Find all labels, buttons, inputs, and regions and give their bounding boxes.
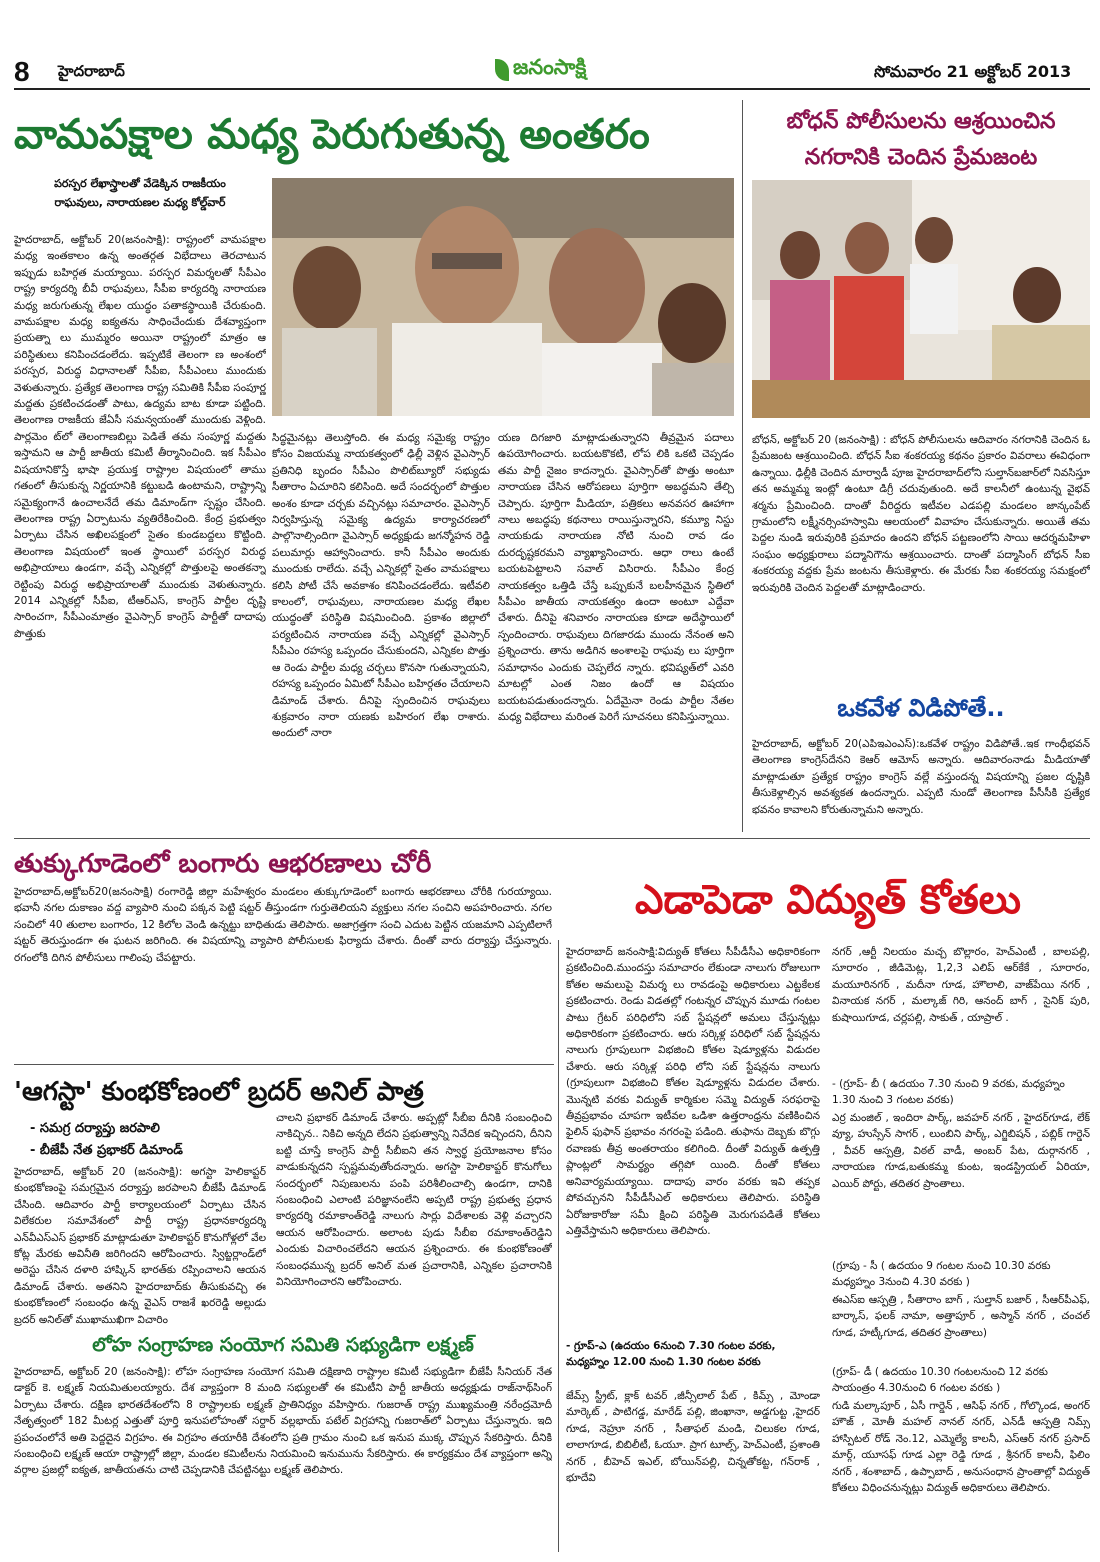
headline-power-cuts: ఎడాపెడా విద్యుత్ కోతలు [634,877,1021,923]
article3-body: హైదరాబాద్, అక్టోబర్ 20(ఎపిఇఎంఎస్):ఒకవేళ రాష్ట్రం విడిపోతే..ఇక గాంధీభవన్ తెలంగాణ కాంగ్రెస్‌దేనని కెఆర్ ఆమోస్ అన్నారు. ఆదివారంనాడు మీడియాతో మాట్లాడుతూ ప్రత్యేక రాష్ట్రం కాంగ్రెస్ వల్లే వస్తుందన్న విషయాన్ని ప్రజల దృష్టికి తీసుకెళ్లాల్సిన అవశ్యకత ఉందన్నారు. ఎప్పటి నుండో తెలంగాణ పీసీసీకి ప్రత్యేక భవనం కావాలని కోరుతున్నామని అన్నారు. [752,738,1090,816]
article5-col1: హైదరాబాద్, అక్టోబర్ 20 (జనంసాక్షి): అగస్టా హెలికాప్టర్ కుంభకోణంపై సమగ్రమైన దర్యాప్తు జరపాలని బీజేపీ డిమాండ్ చేసింది. ఆదివారం పార్టీ కార్యాలయంలో ఏర్పాటు చేసిన విలేకరుల సమావేశంలో పార్టీ రాష్ట్ర ప్రధానకార్యదర్శి ఎన్‌వీఎస్‌ఎస్ ప్రభాకర్ మాట్లాడుతూ హెలికాప్టర్ కొనుగోళ్లలో వేల కోట్ల మేరకు అవినీతి జరిగిందని ఆరోపించారు. స్విట్జర్లాండ్‌లో అరెస్టు చేసిన దళారి హాష్కిన్ భారత్‌కు రప్పించాలని ఆయన డిమాండ్ చేశారు. అతనిని హైదరాబాద్‌కు తీసుకువచ్చి ఈ కుంభకోణంలో సంబంధం ఉన్న వైఎస్ రాజశే ఖరరెడ్డి అల్లుడు బ్రదర్ అనిల్‌తో ముఖాముఖిగా విచారిం [14,1166,266,1326]
header-rule [14,88,1090,90]
article7-col1: హైదరాబాద్ జనంసాక్షి:విద్యుత్ కోతలు సీపీడీసీఎ అధికారికంగా ప్రకటించింది.ముందస్తు సమాచారం లేకుండా నాలుగు రోజులుగా కోతల అమలుపై విమర్శ లు రావడంపై అధికారులు ఎట్టకేలక ప్రకటించారు. రెండు విడతల్లో గంటన్నర చొప్పున మూడు గంటల పాటు గ్రేటర్ పరిధిలోని సబ్ స్టేషన్లలో అమలు చేస్తున్నట్లు అధికారికంగా ప్రకటించారు. ఆరు సర్కిళ్ల పరిధిలో సబ్ స్టేషన్లను నాలుగు గ్రూపులుగా విభజించి కోతల షెడ్యూళ్లను విడుదల చేశారు. ఆరు సర్కిళ్ల పరిధి లోని సబ్ స్టేషన్లను నాలుగు (గ్రూపులుగా విభజించి కోతల షెడ్యూళ్లను విడుదల చేశారు. మొన్నటి వరకు విద్యుత్ కార్మికుల సమ్మె విద్యుత్ సరఫరాపై తీవ్రప్రభావం చూపగా ఇటీవల ఒడిశా ఉత్తరాంధ్రను వణికించిన ఫైలిన్ ఫుఫాన్ ప్రభావం నగరంపై పడింది. తుఫాను దెబ్బకు బొగ్గు రవాణకు తీవ్ర అంతరాయం కలిగింది. దీంతో విద్యుత్ ఉత్పత్తి ప్లాంట్లలో సామర్థ్యం తగ్గిపో యింది. దీంతో కోతలు అనివార్యమయ్యాయి. దాదాపు వారం వరకు ఇవి తప్పక పోవచ్చునని సీపీడీసీఎల్ అధికారులు తెలిపారు. పరిస్థితి ఏరోజుకారోజు సమీ క్షించి పరిస్థితి మెరుగుపడితే కోతలు ఎత్తివేస్తామని అధికారులు తెలిపారు. [566,946,820,1237]
logo-text: జనంసాక్షి [513,55,587,79]
article4-body: హైదరాబాద్,అక్టోబర్20(జనంసాక్షి) రంగారెడ్డి జిల్లా మహేశ్వరం మండలం తుక్కుగూడెంలో బంగారు ఆభరణాలు చోరీకి గురయ్యాయి. భవానీ నగల దుకాణం వద్ద వ్యాపారి నుంచి పక్కన పెట్టి షట్టర్ తీస్తుండగా గుర్తుతెలియని వ్యక్తులు నగల సంచిని అపహరించారు. నగల సంచిలో 40 తులాల బంగారం, 12 కిలోల వెండి ఉన్నట్టు బాధితుడు తెలిపారు. అజాగ్రత్తగా సంచి ఎదుట పెట్టిన యజమాని ఎప్పటిలాగే షట్టర్ తెరుస్తుండగా ఈ ఘటన జరిగింది. ఈ విషయాన్ని వ్యాపారి పోలీసులకు ఫిర్యాదు చేశారు. దీంతో వారు దర్యాప్తు చేస్తున్నారు. రగంలోకి దిగిన పోలీసులు గాలింపు చేపట్టారు. [14,886,552,964]
headline-love-line-2: నగరానికి చెందిన ప్రేమజంట [804,145,1038,170]
group-d-label: (గ్రూప్- డీ ( ఉదయం 10.30 గంటలనుంచి 12 వరకు సాయంత్రం 4.30నుంచి 6 గంటల వరకు ) [832,1366,1048,1395]
section-divider [14,838,1090,839]
byline-2: - బీజేపీ నేత ప్రభాకర్ డిమాండ్ [30,1143,183,1158]
article7-col3: నగర్ ,ఆర్టీ నిలయం మచ్చ బొల్లారం, హెచ్‌ఎంటీ , బాలపల్లి, సూరారం , జీడిమెట్ల, 1,2,3 ఎలిప్ ఆర్‌కేకే , సూరారం, మయూరినగర్ , మదీనా గూడ, హౌలాలి, వాజ్‌పేయి నగర్ , వినాయక నగర్ , మల్కాజ్ గిరి, ఆనంద్ బాగ్ , సైనిక్ పురి, కుషాయిగూడ, చర్లపల్లి, సాకుత్ , యాప్రాల్ . [832,946,1090,1024]
headline-gold-theft: తుక్కుగూడెంలో బంగారు ఆభరణాలు చోరీ [14,849,432,879]
section-divider [14,1064,554,1065]
column-divider [742,100,743,832]
group-b-areas: ఎర్ర మంజిల్ , ఇందిరా పార్క్, జవహర్ నగర్ , హైదర్‌గూడ, లేక్ వ్యూ, హుస్సేన్ సాగర్ , లుంబిని పార్క్, ఎగ్జిబిషన్ , పబ్లిక్ గార్డెన్ , వీవర్ ఆస్పత్రి, విఠల్ వాడీ, అంబర్ పేట, దుర్గానగర్ , నారాయణ గూడ,బతుకమ్మ కుంట, ఇండస్ట్రియల్ ఏరియా, ఎయిర్ పోర్టు, తదితర ప్రాంతాలు. [832,1112,1090,1190]
group-a-label: - గ్రూప్-ఎ (ఉదయం 6నుంచి 7.30 గంటల వరకు, మధ్యహ్నం 12.00 నుంచి 1.30 గంటల వరకు [566,1340,776,1369]
headline-love-couple [752,104,1090,176]
subhead-line-2: రాఘవులు, నారాయణల మధ్య కోల్డ్‌వార్ [54,196,226,209]
headline-if-split: ఒకవేళ విడిపోతే.. [837,694,1005,722]
byline-1: - సమగ్ర దర్యాప్తు జరపాలి [30,1121,160,1136]
article6-body: హైదరాబాద్, అక్టోబర్ 20 (జనంసాక్షి): లోహ సంగ్రాహణ సంయోగ సమితి దక్షిణాది రాష్ట్రాల కమిటీ సభ్యుడిగా బీజేపీ సీనియర్ నేత డాక్టర్ కె. లక్ష్మణ్ నియమితులయ్యారు. దేశ వ్యాప్తంగా 8 మంది సభ్యులతో ఈ కమిటీని పార్టీ జాతీయ అధ్యక్షుడు రాజ్‌నాథ్‌సింగ్ ఏర్పాటు చేశారు. దక్షిణ భారతదేశంలోని 8 రాష్ట్రాలకు లక్ష్మణ్ ప్రాతినిధ్యం వహిస్తారు. గుజరాత్ రాష్ట్ర ముఖ్యమంత్రి నరేంద్రమోదీ నేతృత్వంలో 182 మీటర్ల ఎత్తుతో పూర్తి ఇనుపలోహంతో సర్దార్ వల్లభాయ్ పటేల్ విగ్రహాన్ని గుజరాత్‌లో ఏర్పాటు చేస్తున్నారు. ఇది ప్రపంచంలోనే అతి పెద్దదైన విగ్రహం. ఈ విగ్రహం తయారీకి దేశంలోని ప్రతి గ్రామం నుంచి ఒక ఇనుప ముక్క చొప్పున సేకరిస్తారు. దీనికి సంబంధించి లక్ష్మణ్ ఆయా రాష్ట్రాల్లో జిల్లా, మండల కమిటీలను నియమించి ఇనుమును సేకరిస్తారు. ఈ కార్యక్రమం దేశ వ్యాప్తంగా అన్ని వర్గాల ప్రజల్లో ఐక్యత, జాతీయతను చాటి చెప్పడానికి చేపట్టినట్టు లక్ష్మణ్ తెలిపారు. [14,1366,552,1477]
edition-city: హైదరాబాద్ [58,62,125,80]
headline-left-parties: వామపక్షాల మధ్య పెరుగుతున్న అంతరం [14,110,650,158]
group-c-label: (గ్రూపు - సీ ( ఉదయం 9 గంటల నుంచి 10.30 వరకు మధ్యహ్నం 3నుంచి 4.30 వరకు ) [832,1260,1051,1289]
article5-col2: చాలని ప్రభాకర్ డిమాండ్ చేశారు. అప్పట్లో సీబీఐ దీనికి సంబంధించి నాకిచ్చిన.. నికిచి అన్నది లేదని ప్రభుత్వాన్ని నివేదిక ఇచ్చిందని, దీనిని బట్టి చూస్తే కాంగ్రెస్ పార్టీ సీబీఐని తన స్వార్థ ప్రయోజనాల కోసం వాడుకున్నదని స్పష్టమవుతోందన్నారు. అగస్టా హెలికాప్టర్ కొనుగోలు సందర్భంలో నిపుణులను పంపి పరిశీలించాల్సి ఉండగా, దానికి సంబంధించి ఎలాంటి పరిజ్ఞానంలేని అప్పటి రాష్ట్ర ప్రభుత్వ ప్రధాన కార్యదర్శి రమాకాంత్‌రెడ్డి నాలుగు సార్లు విదేశాలకు వెళ్లి వచ్చారని ఆయన ఆరోపించారు. అలాంట పుడు సీబీఐ రమాకాంత్‌రెడ్డిని ఎందుకు విచారించలేదని ఆయన ప్రశ్నించారు. ఈ కుంభకోణంతో సంబంధమున్న బ్రదర్ అనిల్ మత ప్రచారానికి, ఎన్నికల ప్రచారానికి వినియోగించారని ఆరోపించారు. [276,1112,552,1289]
headline-laxman: లోహ సంగ్రాహణ సంయోగ సమితి సభ్యుడిగా లక్ష్మణ్ [92,1334,474,1356]
dateline: సోమవారం 21 అక్టోబర్ 2013 [874,62,1072,81]
headline-augusta: 'ఆగస్టా' కుంభకోణంలో బ్రదర్ అనిల్ పాత్ర [14,1077,424,1107]
group-b-label: - (గ్రూప్- బీ ( ఉదయం 7.30 నుంచి 9 వరకు, మధ్యహ్నం 1.30 నుంచి 3 గంటల వరకు) [832,1078,1065,1107]
photo-couple-police [752,180,1090,418]
newspaper-logo [495,54,619,86]
masthead [0,55,1100,88]
page-number: 8 [14,56,30,87]
subhead-line-1: పరస్పర లేఖాస్త్రాలతో వేడెక్కిన రాజకీయం [54,177,226,190]
group-d-areas: గుడి మల్కాపూర్ , ఏసీ గార్డెన్ , ఆసిఫ్ నగర్ , గోల్కొండ, అంగర్ హౌజ్ , మోతీ మహల్ నానల్ నగర్, ఎన్‌డీ ఆస్పత్రి నిమ్స్ హాస్పిటల్ రోడ్ నెం.12, ఎమ్మెల్యే కాలనీ, ఎస్ఆర్ నగర్ ప్రసాద్ మార్గ్, యూసఫ్ గూడ ఎల్లా రెడ్డి గూడ , శ్రీనగర్ కాలనీ, ఫిలిం నగర్ , శంశాబాద్ , ఉప్పాబాద్ , అనుసంధాన ప్రాంతాల్లో విద్యుత్ కోతలు విధించనున్నట్లు విద్యుత్ అధికారులు తెలిపారు. [832,1400,1090,1495]
leaf-icon [495,59,509,81]
article1-col1: హైదరాబాద్, అక్టోబర్ 20(జనంసాక్షి): రాష్ట్రంలో వామపక్షాల మధ్య ఇంతకాలం ఉన్న అంతర్గత విభేదాలు తెరచాటున ఇప్పుడు బహిర్గత మయ్యాయి. పరస్పర విమర్శలతో సీపీఎం రాష్ట్ర కార్యదర్శి బీవీ రాఘవులు, సీపీఐ కార్యదర్శి నారాయణ మధ్య జరుగుతున్న లేఖల యుద్ధం పతాకస్థాయికి చేరుకుంది. వామపక్షాల మధ్య ఐక్యతను సాధించేందుకు దేశవ్యాప్తంగా ప్రయత్నా లు ముమ్మరం అయినా రాష్ట్రంలో మాత్రం ఆ పరిస్థితులు కనిపించడంలేదు. ఇప్పటికే తెలంగా ణ అంశంలో పరస్పర, విరుద్ధ విధానాలతో సీపీఐ, సీపీఎంలు ముందుకు వెళుతున్నారు. ప్రత్యేక తెలంగాణ రాష్ట్ర సమితికి సీపీఐ సంపూర్ణ మద్దతు ప్రకటించడంతో పాటు, ఉద్యమ బాట కూడా పట్టింది. తెలంగాణ రాజకీయ జేఏసీ సమన్వయంతో ముందుకు వెళ్లింది. పార్లమెం ట్‌లో తెలంగాణబిల్లు పెడితే తమ సంపూర్ణ మద్దతు ఇస్తామని ఆ పార్టీ జాతీయ కమిటీ తీర్మానించింది. ఇక సీపీఎం విషయానికొస్తే భాషా ప్రయుక్త రాష్ట్రాల విషయంలో తాము గతంలో తీసుకున్న నిర్ణయానికి కట్టుబడి ఉంటామని, రాష్ట్రాన్ని సమైక్యంగానే ఉంచాలనేదే తమ డిమాండ్‌గా స్పష్టం చేసింది. తెలంగాణ రాష్ట్ర ఏర్పాటును వ్యతిరేకించింది. కేంద్ర ప్రభుత్వం ఏర్పాటు చేసిన అఖిలపక్షంలో సైతం కుండబద్దలు కొట్టింది. తెలంగాణ విషయంలో ఇంత స్థాయిలో పరస్పర విరుద్ధ అభిప్రాయాలు ఉండగా, వచ్చే ఎన్నికల్లో పొత్తులపై అంతకన్నా రెట్టింపు విరుద్ధ అభిప్రాయాలతో ముందుకు వెళుతున్నారు. 2014 ఎన్నికల్లో సీపీఐ, టీఆర్‌ఎస్, కాంగ్రెస్ పార్టీల దృష్టి సారించగా, సీపీఎంమాత్రం వైఎస్సార్ కాంగ్రెస్ పార్టీతో దాదాపు పొత్తుకు [14,234,266,640]
photo-leaders [272,178,734,416]
headline-love-line-1: బోధన్ పోలీసులను ఆశ్రయించిన [786,109,1056,134]
article1-col2: సిద్ధమైనట్లు తెలుస్తోంది. ఈ మధ్య సమైక్య రాష్ట్రం కోసం విజయమ్మ నాయకత్వంలో ఢిల్లీ వెళ్లిన వైఎస్సార్ ప్రతినిధి బృందం సీపీఎం పొలిట్‌బ్యూరో సభ్యుడు సీతారాం ఏచూరిని కలిసింది. అదే సందర్భంలో పొత్తుల అంశం కూడా చర్చకు వచ్చినట్లు సమాచారం. వైఎస్సార్ నిర్వహిస్తున్న సమైక్య ఉద్యమ కార్యాచరణలో పాల్గొనాల్సిందిగా వైఎస్సార్ అధ్యక్షుడు జగన్మోహన రెడ్డి పలుమార్లు ఆహ్వానించారు. కానీ సీపీఎం అందుకు ముందుకు రాలేదు. వచ్చే ఎన్నికల్లో సైతం వామపక్షాలు కలిసి పోటీ చేసే అవకాశం కనిపించడంలేదు. ఇటీవలి కాలంలో, రాఘవులు, నారాయణల మధ్య లేఖల యుద్ధంతో పరిస్థితి విషమించింది. ప్రకాశం జిల్లాలో పర్యటించిన నారాయణ వచ్చే ఎన్నికల్లో వైఎస్సార్ సీపీఎం రహస్య ఒప్పందం చేసుకుందని, ఎన్నికల పొత్తు ఆ రెండు పార్టీల మధ్య చర్చలు కొనసా గుతున్నాయని, రహస్య ఒప్పందం ఏమిటో సీపీఎం బహిర్గతం చేయాలని డిమాండ్ చేశారు. దీనిపై స్పందించిన రాఘవులు శుక్రవారం నారా యణకు బహిరంగ లేఖ రాశారు. అందులో నారా [272,432,490,740]
article5-bylines [30,1118,183,1162]
article2-body: బోధన్, అక్టోబర్ 20 (జనంసాక్షి) : బోధన్ పోలీసులను ఆదివారం నగరానికి చెందిన ఓ ప్రేమజంట ఆశ్రయించింది. బోధన్ సీఐ శంకరయ్య కథనం ప్రకారం వివరాలు ఈవిధంగా ఉన్నాయి. ఢిల్లీకి చెందిన మార్వాడీ పూజ హైదరాబాద్‌లోని సుల్తాన్‌బజార్‌లో నివసిస్తూ తన అమ్మమ్మ ఇంట్లో ఉంటూ డిగ్రీ చదువుతుంది. అదే కాలనీలో ఉంటున్న వైభవ్ శర్మను ప్రేమించింది. దాంతో వీరిద్దరు ఇటీవల ఎడపల్లి మండలం జాన్కంపేట్ గ్రామంలోని లక్ష్మీనర్సింహస్వామి ఆలయంలో వివాహం చేసుకున్నారు. అయితే తమ పెద్దల నుండి ఇరువురికి ప్రమాదం ఉందని బోధన్ పట్టణంలోని సాయి ఆదర్శమహిళా సంఘం అధ్యక్షురాలు పద్మానిగౌను ఆశ్రయించారు. దాంతో పద్మాసింగ్ బోధన్ సీఐ శంకరయ్య వద్దకు ప్రేమ జంటను తీసుకెళ్లారు. ఈ మేరకు సీఐ శంకరయ్య సమక్షంలో ఇరువురికి చెందిన పెద్దలతో మాట్లాడించారు. [752,434,1090,594]
group-c-areas: ఈఎస్ఐ ఆస్పత్రి , సీతారాం బాగ్ , సుల్తాన్ బజార్ , సీఆర్‌పీఎఫ్, బార్కాస్, ఫలక్ నామా, అత్తాపూర్ , అస్మాన్ నగర్ , చంచల్ గూడ, హట్కీగూడ, తదితర ప్రాంతాలు) [832,1294,1090,1339]
group-a-areas: జేమ్స్ స్ట్రీట్, క్లాక్ టవర్ ,జీన్సీలాల్ పేట్ , కిమ్స్ , మోండా మార్కెట్ , పాటిగడ్డ, మారేడ్ పల్లి, జింఖానా, అడ్డగుట్ట ,హైదర్ గూడ, నెహ్రూ నగర్ , సీతాఫల్ మండి, చిలుకల గూడ, లాలాగూడ, బిబిలీటీ, ఓయూ. ప్రాగ టూల్స్, హెచ్ఎంటీ, ప్రశాంతి నగర్ , బీహెచ్ ఇఎల్, బోయిన్‌పల్లి, చిన్నతోకట్ట, గన్‌రాక్ , భూదేవి [566,1390,820,1485]
column-divider [558,940,559,1552]
article1-col3: యణ దిగజారి మాట్లాడుతున్నారని తీవ్రమైన పదాలు ఉపయోగించారు. బయటకొకటి, లోప లికి ఒకటి చెప్పడం తమ పార్టీ నైజం కాదన్నారు. వైఎస్సార్‌తో పొత్తు అంటూ నారాయణ చేసిన ఆరోపణలు పూర్తిగా అబద్ధమని తేల్చి చెప్పారు. పూర్తిగా మీడియా, పత్రికలు అనవసర ఊహాగా నాలు అబద్ధపు కథనాలు రాయిస్తున్నారని, కమ్యూ నిస్టు నాయకుడు నారాయణ నోటి నుంచి రావ డం దురదృష్టకరమని వ్యాఖ్యానించారు. ఆధా రాలు ఉంటే బయటపెట్టాలని సవాల్ విసిరారు. సీపీఎం కేంద్ర నాయకత్వం ఒత్తిడి చేస్తే ఒప్పుకునే బలహీనమైన స్థితిలో సీపీఎం జాతీయ నాయకత్వం ఉందా అంటూ ఎద్దేవా చేశారు. దీనిపై శనివారం నారాయణ కూడా అదేస్థాయిలో స్పందించారు. రాఘవులు దిగజారడు ముందు నేనంత అని ప్రశ్నించారు. తాను అడిగిన అంశాలపై రాఘవు లు పూర్తిగా సమాధానం ఎందుకు చెప్పలేద న్నారు. భవిష్యత్‌లో ఎవరి మాటల్లో ఎంత నిజం ఉందో ఆ విషయం బయటపడుతుందన్నారు. ఏదేమైనా రెండు పార్టీల నేతల మధ్య విభేదాలు మరింత పెరిగే సూచనలు కనిపిస్తున్నాయి. [498,432,734,723]
article1-subhead [14,174,266,212]
